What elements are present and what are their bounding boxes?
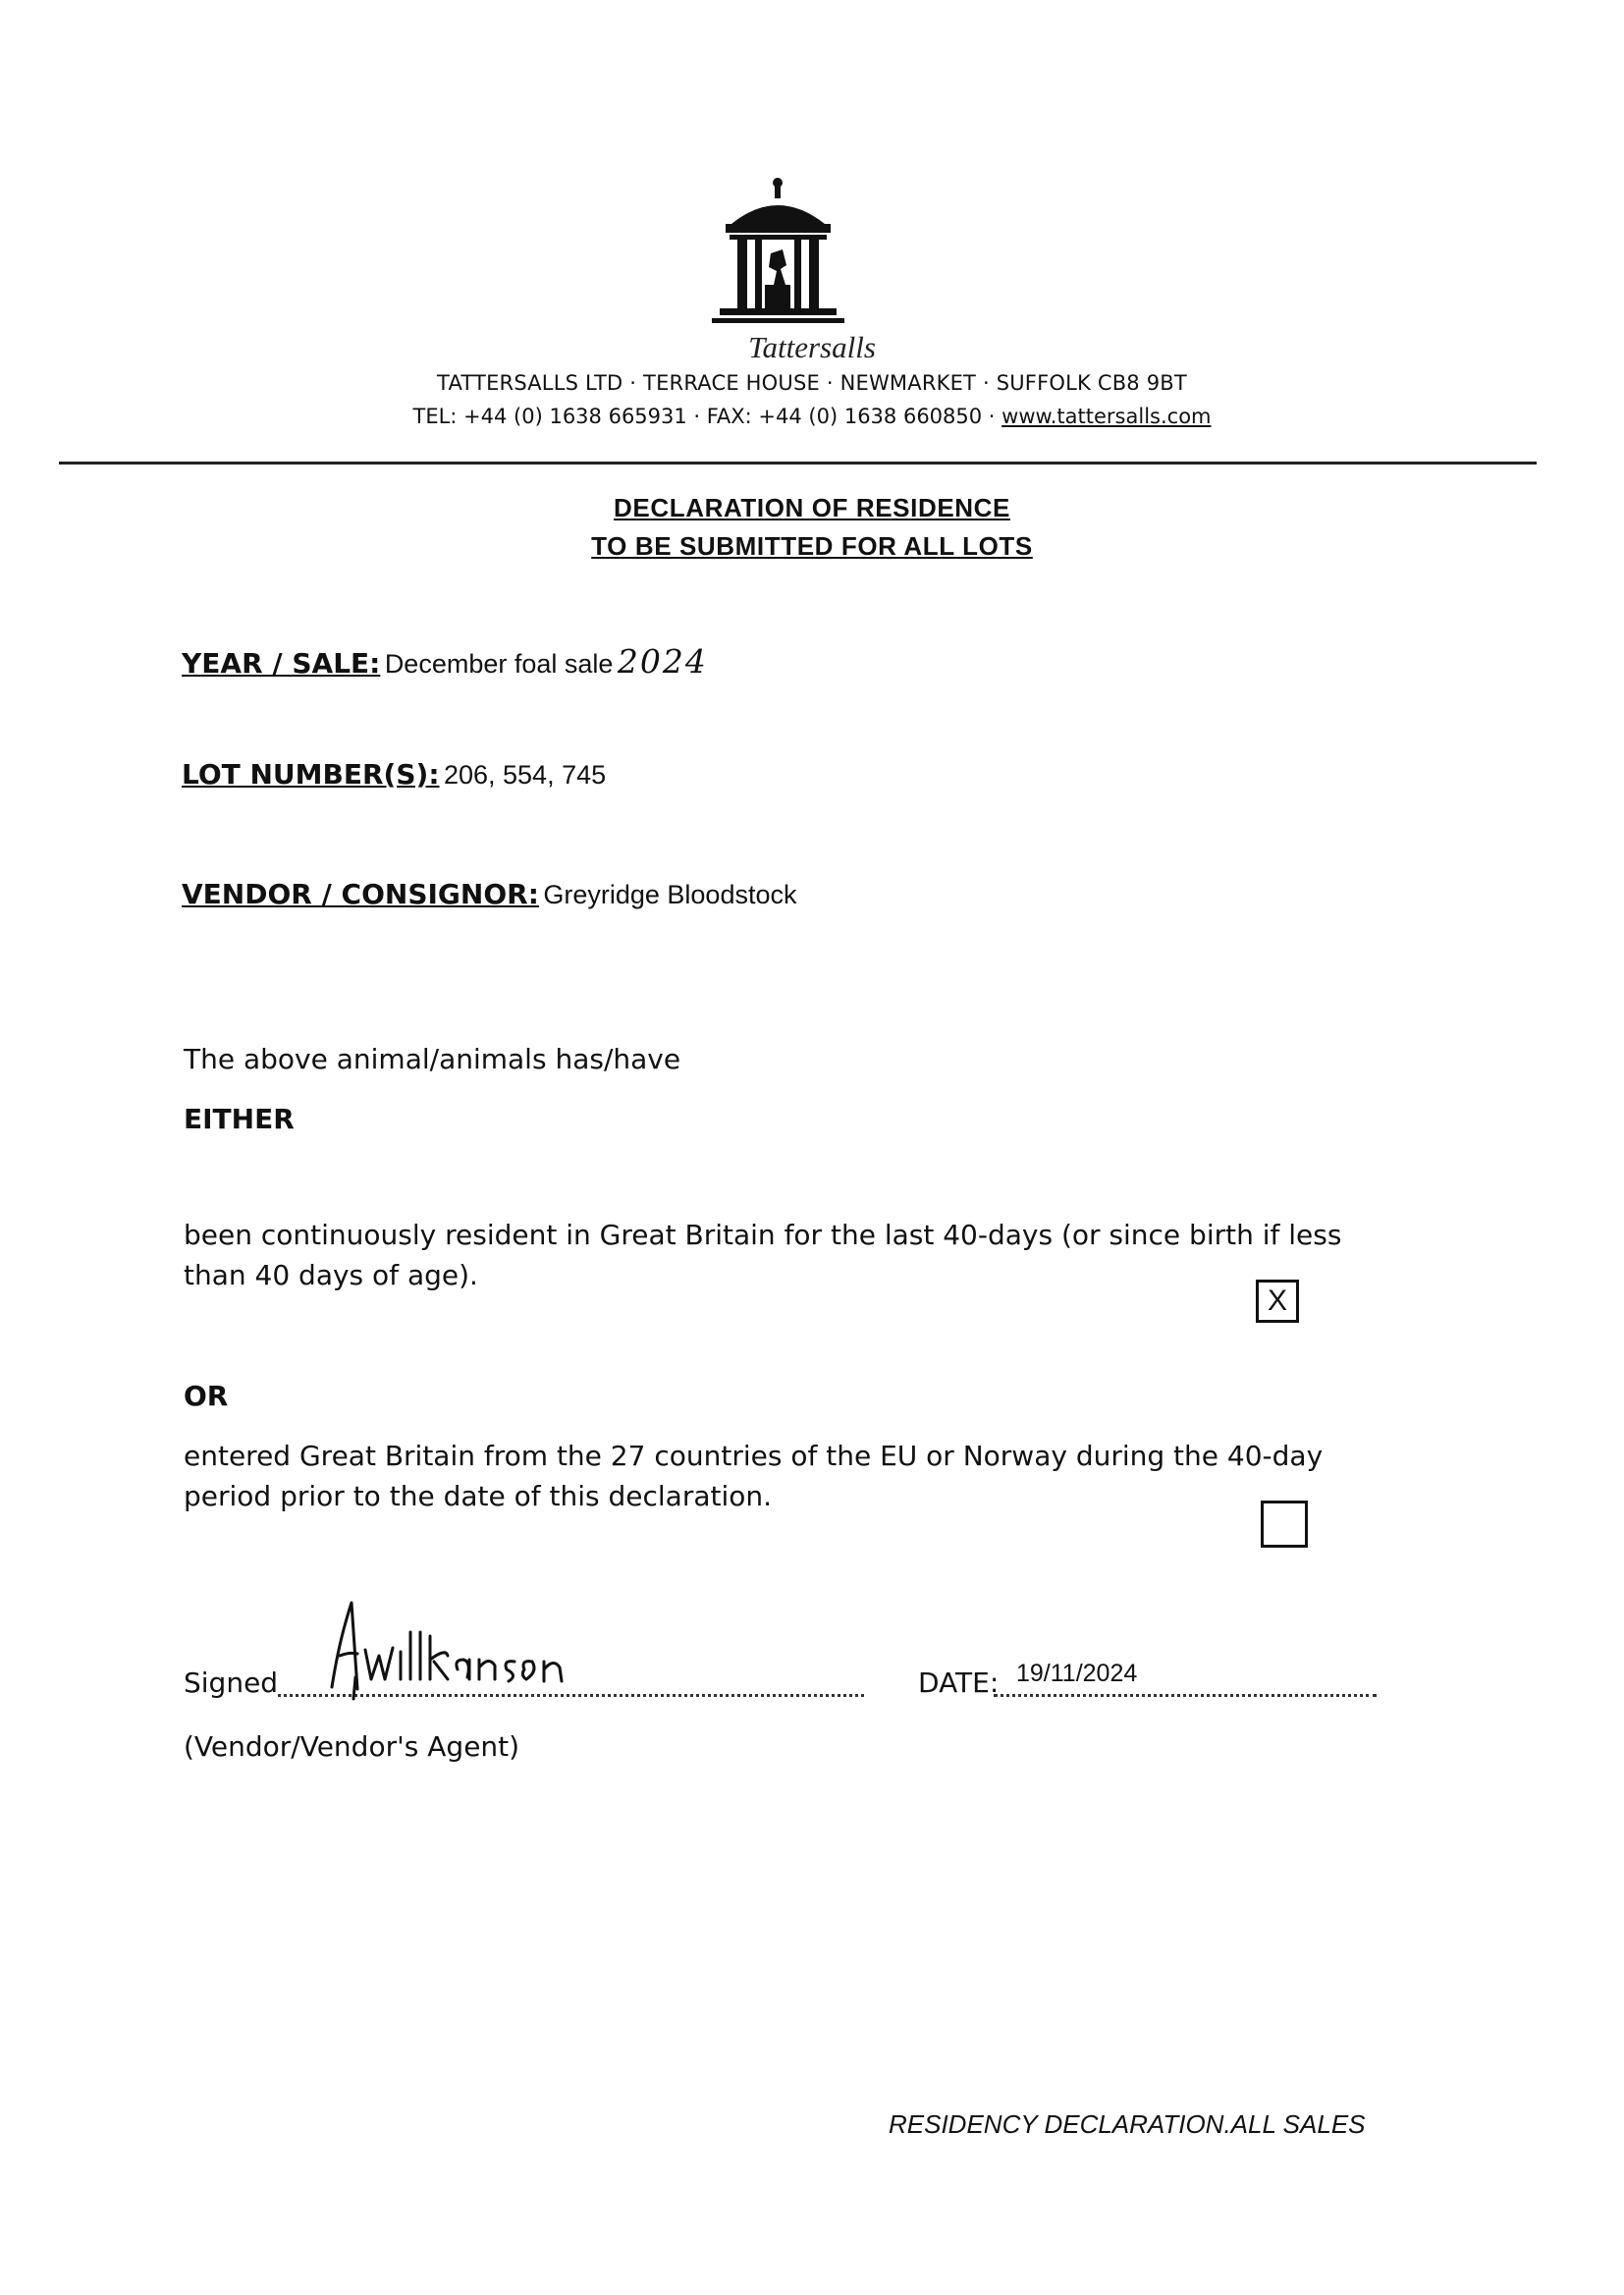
year-handwritten: 2024 (617, 642, 708, 681)
option-2-text: entered Great Britain from the 27 countries of the EU or Norway during the 40-day period prior to the date of this declaration. (184, 1440, 1324, 1512)
option-1-checkbox[interactable]: X (1256, 1280, 1299, 1323)
year-sale-label: YEAR / SALE: (182, 647, 381, 680)
intro-text: The above animal/animals has/have (184, 1043, 681, 1075)
vendor-row (182, 878, 796, 910)
company-address: TATTERSALLS LTD · TERRACE HOUSE · NEWMARKET · SUFFOLK CB8 9BT (437, 371, 1187, 395)
brand-name: Tattersalls (748, 330, 876, 364)
header-divider (59, 462, 1537, 464)
lot-number-label: LOT NUMBER(S): (182, 758, 440, 791)
document-subtitle: TO BE SUBMITTED FOR ALL LOTS (591, 531, 1033, 561)
footer-reference: RESIDENCY DECLARATION.ALL SALES (889, 2109, 1366, 2139)
year-sale-row (182, 642, 708, 681)
document-title: DECLARATION OF RESIDENCE (614, 493, 1010, 522)
signer-role: (Vendor/Vendor's Agent) (184, 1730, 520, 1763)
vendor-value: Greyridge Bloodstock (543, 880, 797, 909)
option-2-checkbox[interactable] (1261, 1501, 1308, 1548)
lot-number-value: 206, 554, 745 (443, 760, 607, 790)
either-heading: EITHER (184, 1103, 295, 1135)
signed-label: Signed (184, 1667, 279, 1699)
lot-number-row (182, 758, 606, 791)
date-label: DATE: (918, 1667, 1000, 1699)
date-value: 19/11/2024 (1016, 1660, 1138, 1687)
vendor-label: VENDOR / CONSIGNOR: (182, 878, 539, 910)
or-heading: OR (184, 1380, 229, 1412)
company-contact (0, 405, 1624, 428)
contact-phone-fax: TEL: +44 (0) 1638 665931 · FAX: +44 (0) 1638 660850 · (412, 405, 1002, 428)
tattersalls-logo (712, 175, 844, 332)
year-sale-value: December foal sale (384, 649, 614, 679)
option-1-text: been continuously resident in Great Britain for the last 40-days (or since birth if less than 40 days of age). (184, 1219, 1342, 1291)
handwritten-signature (324, 1591, 589, 1709)
website-link[interactable]: www.tattersalls.com (1001, 405, 1212, 428)
